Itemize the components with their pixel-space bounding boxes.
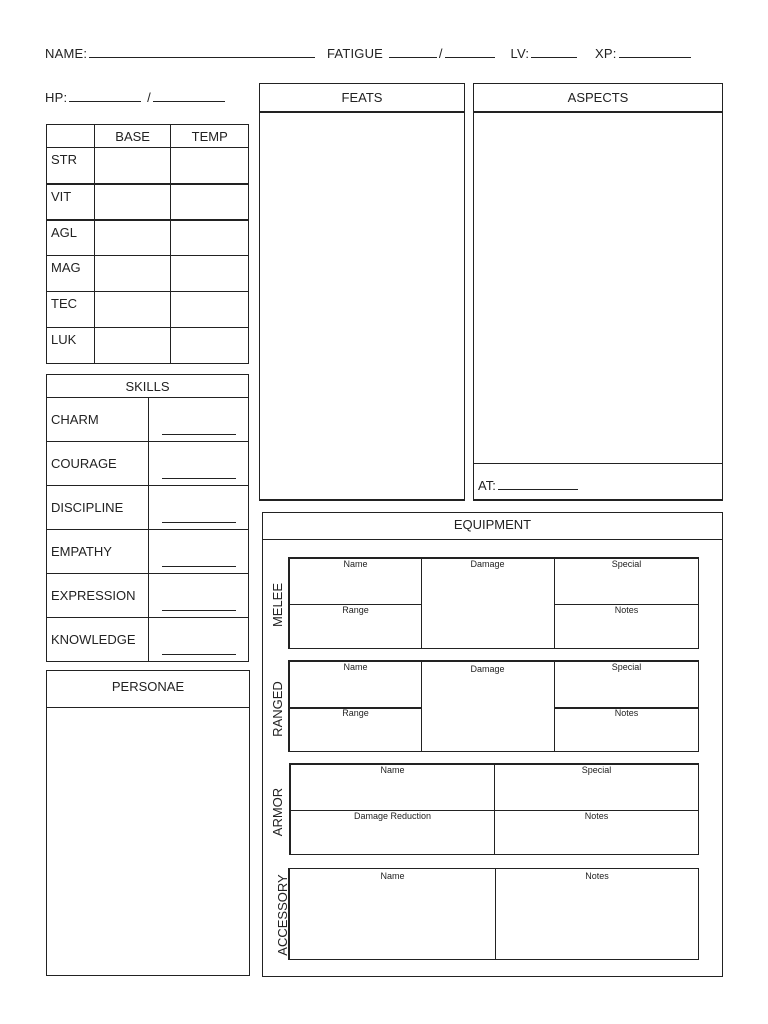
stat-temp-str[interactable] xyxy=(171,148,249,184)
base-header: BASE xyxy=(94,125,171,148)
ranged-special-label: Special xyxy=(611,662,642,672)
skill-line xyxy=(162,478,236,479)
skill-label-courage: COURAGE xyxy=(47,442,149,486)
melee-name-label: Name xyxy=(343,559,368,569)
skill-line xyxy=(162,434,236,435)
skill-label-knowledge: KNOWLEDGE xyxy=(47,618,149,662)
ranged-damage-label: Damage xyxy=(470,664,505,674)
hp-row xyxy=(45,90,227,105)
stat-label-agl: AGL xyxy=(47,220,95,256)
ranged-name-label: Name xyxy=(343,662,368,672)
stat-base-vit[interactable] xyxy=(94,184,171,220)
melee-special-label: Special xyxy=(611,559,642,569)
melee-divider xyxy=(421,559,422,649)
armor-special-label: Special xyxy=(581,765,612,775)
accessory-name-label: Name xyxy=(380,871,405,881)
fatigue-label: FATIGUE xyxy=(326,46,384,61)
hp-separator: / xyxy=(147,90,151,105)
name-label: NAME: xyxy=(45,46,88,61)
personae-box xyxy=(46,670,250,976)
stat-base-agl[interactable] xyxy=(94,220,171,256)
skill-label-empathy: EMPATHY xyxy=(47,530,149,574)
level-label: LV: xyxy=(510,46,530,61)
stat-temp-tec[interactable] xyxy=(171,292,249,328)
armor-notes-label: Notes xyxy=(584,811,609,821)
ranged-label: RANGED xyxy=(270,681,285,737)
stat-temp-mag[interactable] xyxy=(171,256,249,292)
skill-value-expression[interactable] xyxy=(148,574,248,618)
skill-line xyxy=(162,610,236,611)
fatigue-separator: / xyxy=(438,46,443,61)
armor-damage-reduction-label: Damage Reduction xyxy=(353,811,432,821)
aspects-at-row xyxy=(474,463,722,499)
aspects-box xyxy=(473,83,723,501)
melee-notes-label: Notes xyxy=(614,605,639,615)
stat-temp-vit[interactable] xyxy=(171,184,249,220)
stat-temp-luk[interactable] xyxy=(171,328,249,364)
fatigue-max-field[interactable] xyxy=(445,56,495,58)
skill-value-courage[interactable] xyxy=(148,442,248,486)
stat-base-str[interactable] xyxy=(94,148,171,184)
skill-line xyxy=(162,522,236,523)
skill-value-charm[interactable] xyxy=(148,398,248,442)
stat-base-luk[interactable] xyxy=(94,328,171,364)
accessory-box xyxy=(288,868,699,960)
aspects-title: ASPECTS xyxy=(474,84,722,113)
armor-name-label: Name xyxy=(380,765,405,775)
ranged-divider xyxy=(421,662,422,752)
accessory-label: ACCESSORY xyxy=(275,874,290,956)
feats-area[interactable] xyxy=(260,113,464,499)
skill-label-discipline: DISCIPLINE xyxy=(47,486,149,530)
hp-current-field[interactable] xyxy=(69,100,141,102)
aspects-area[interactable] xyxy=(474,113,722,463)
stat-label-mag: MAG xyxy=(47,256,95,292)
stat-temp-agl[interactable] xyxy=(171,220,249,256)
xp-field[interactable] xyxy=(619,56,691,58)
melee-box xyxy=(288,557,699,649)
skills-table xyxy=(46,374,249,662)
skill-line xyxy=(162,654,236,655)
stats-corner xyxy=(47,125,95,148)
accessory-notes-label: Notes xyxy=(585,871,609,881)
armor-box xyxy=(289,763,699,855)
level-field[interactable] xyxy=(531,56,577,58)
xp-label: XP: xyxy=(594,46,617,61)
equipment-title: EQUIPMENT xyxy=(263,513,722,540)
ranged-notes-label: Notes xyxy=(614,708,639,718)
skill-label-charm: CHARM xyxy=(47,398,149,442)
ranged-box xyxy=(288,660,699,752)
stat-label-tec: TEC xyxy=(47,292,95,328)
skill-value-discipline[interactable] xyxy=(148,486,248,530)
personae-title: PERSONAE xyxy=(47,671,249,708)
accessory-divider xyxy=(495,869,496,959)
stat-base-mag[interactable] xyxy=(94,256,171,292)
ranged-range-label: Range xyxy=(342,708,369,718)
personae-area[interactable] xyxy=(47,708,249,976)
stat-label-luk: LUK xyxy=(47,328,95,364)
fatigue-current-field[interactable] xyxy=(389,56,437,58)
skill-value-knowledge[interactable] xyxy=(148,618,248,662)
skill-value-empathy[interactable] xyxy=(148,530,248,574)
melee-label: MELEE xyxy=(270,582,285,628)
at-field[interactable] xyxy=(498,488,578,490)
skills-title: SKILLS xyxy=(47,375,249,398)
hp-label: HP: xyxy=(45,90,68,105)
skill-label-expression: EXPRESSION xyxy=(47,574,149,618)
name-field[interactable] xyxy=(89,56,315,58)
feats-box xyxy=(259,83,465,501)
stat-label-vit: VIT xyxy=(47,184,95,220)
melee-range-label: Range xyxy=(342,605,369,615)
hp-max-field[interactable] xyxy=(153,100,225,102)
stat-base-tec[interactable] xyxy=(94,292,171,328)
stat-label-str: STR xyxy=(47,148,95,184)
skill-line xyxy=(162,566,236,567)
at-label: AT: xyxy=(478,478,496,493)
melee-damage-label: Damage xyxy=(470,559,505,569)
header-row xyxy=(45,46,693,61)
feats-title: FEATS xyxy=(260,84,464,113)
armor-label: ARMOR xyxy=(270,787,285,837)
stats-table xyxy=(46,124,249,364)
temp-header: TEMP xyxy=(171,125,249,148)
